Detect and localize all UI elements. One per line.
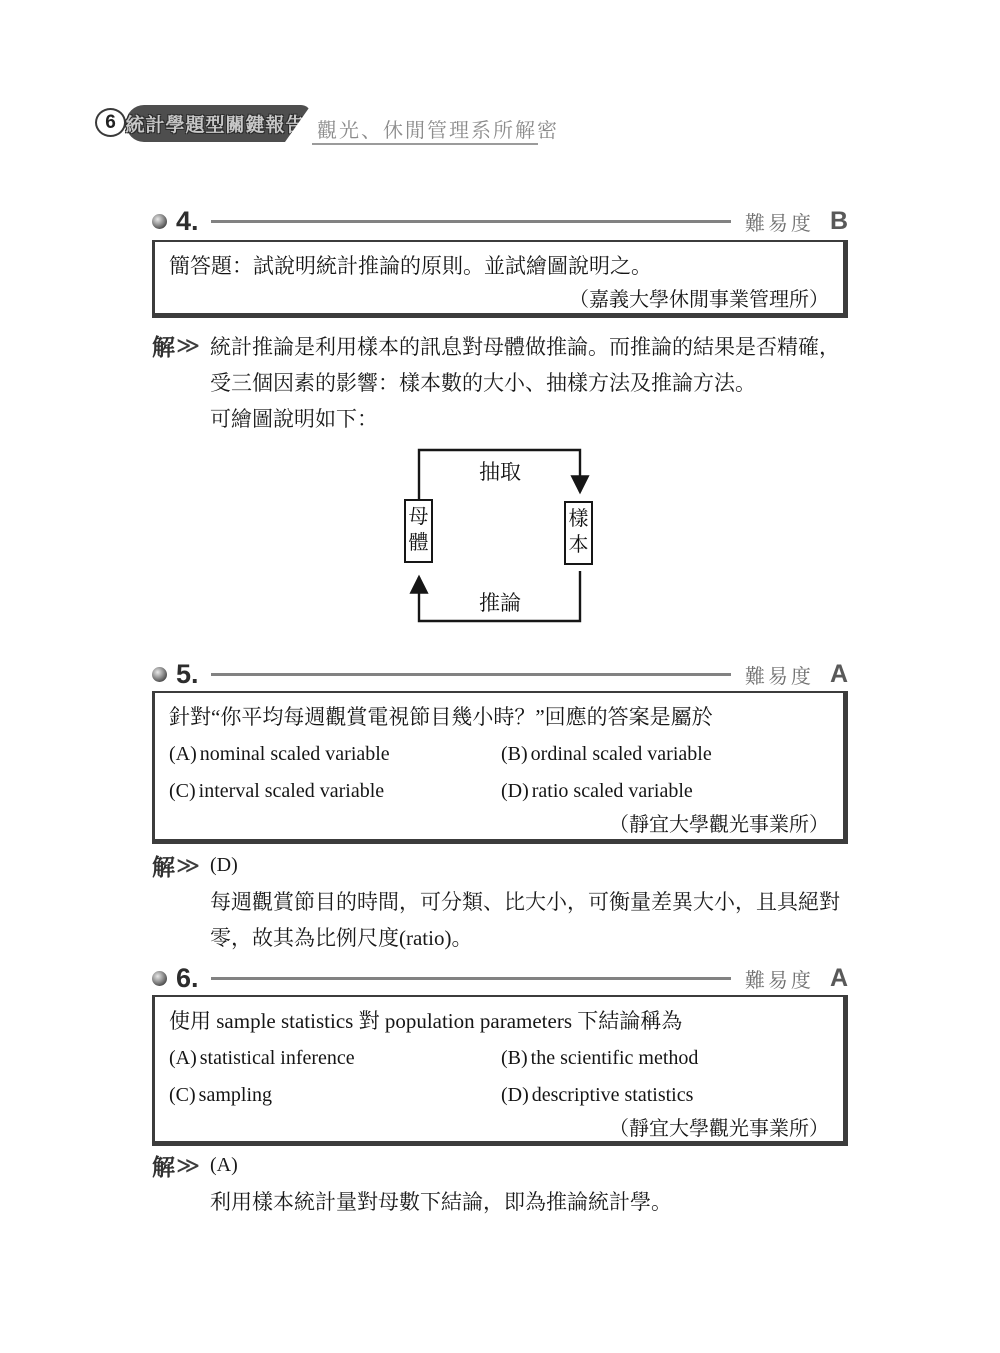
- solution-explanation-2: 可繪圖說明如下：: [210, 407, 378, 431]
- chevron-right-icon: ≫: [176, 332, 201, 358]
- page-number: 6: [105, 111, 116, 133]
- question-4-box: [152, 240, 848, 318]
- bullet-icon: [152, 214, 167, 229]
- option-b: (B) ordinal scaled variable: [501, 743, 712, 765]
- chevron-right-icon: ≫: [176, 1152, 201, 1178]
- question-5-header: [152, 657, 848, 691]
- question-source: （靜宜大學觀光事業所）: [609, 814, 829, 836]
- header-rule: [211, 220, 731, 223]
- page-number-badge: [95, 108, 126, 137]
- book-title-badge: [126, 105, 311, 142]
- options-row: [169, 1081, 829, 1110]
- book-title: 統計學題型關鍵報告: [125, 115, 306, 136]
- page-subtitle: 觀光、休閒管理系所解密: [317, 120, 559, 142]
- question-6-header: [152, 961, 848, 995]
- difficulty-grade: A: [829, 659, 848, 688]
- inference-arrow-label: 推論: [479, 591, 521, 615]
- solution-explanation: 利用樣本統計量對母數下結論，即為推論統計學。: [210, 1190, 672, 1214]
- solution-label: 解: [152, 855, 175, 880]
- difficulty-label: 難易度: [744, 969, 814, 992]
- solution-label: 解: [152, 1155, 175, 1180]
- option-c: (C) sampling: [169, 1084, 273, 1106]
- solution-answer: (A): [210, 1154, 238, 1176]
- chevron-right-icon: ≫: [176, 852, 201, 878]
- option-d: (D) ratio scaled variable: [501, 780, 693, 802]
- options-row: [169, 740, 829, 769]
- option-d: (D) descriptive statistics: [501, 1084, 694, 1106]
- question-text: 簡答題：試說明統計推論的原則。並試繪圖說明之。: [169, 254, 652, 278]
- solution-marker: [152, 849, 210, 882]
- difficulty-label: 難易度: [744, 665, 814, 688]
- solution-marker: [152, 1149, 210, 1182]
- question-text: 使用 sample statistics 對 population parameters 下結論稱為: [169, 1009, 683, 1033]
- option-a: (A) nominal scaled variable: [169, 743, 390, 765]
- option-c: (C) interval scaled variable: [169, 780, 385, 802]
- population-box: 母體: [404, 499, 433, 563]
- question-6-box: [152, 995, 848, 1146]
- question-number: 5.: [176, 658, 199, 689]
- question-4-header: [152, 204, 848, 238]
- inference-diagram: [400, 444, 600, 627]
- solution-explanation: 每週觀賞節目的時間，可分類、比大小，可衡量差異大小，且具絕對零，故其為比例尺度(ratio)。: [210, 890, 840, 950]
- difficulty-grade: B: [829, 206, 848, 235]
- option-a: (A) statistical inference: [169, 1047, 355, 1069]
- header-rule: [211, 673, 731, 676]
- question-number: 4.: [176, 205, 199, 236]
- difficulty-grade: A: [829, 963, 848, 992]
- options-row: [169, 1044, 829, 1073]
- question-number: 6.: [176, 962, 199, 993]
- question-source: （嘉義大學休閒事業管理所）: [569, 289, 829, 311]
- question-5-solution: [152, 849, 852, 956]
- bullet-icon: [152, 667, 167, 682]
- sample-box: 樣本: [564, 501, 593, 565]
- option-b: (B) the scientific method: [501, 1047, 699, 1069]
- question-6-solution: [152, 1149, 852, 1220]
- sampling-arrow-label: 抽取: [479, 460, 521, 484]
- solution-marker: [152, 329, 210, 362]
- question-text: 針對“你平均每週觀賞電視節目幾小時？”回應的答案是屬於: [169, 705, 713, 729]
- bullet-icon: [152, 971, 167, 986]
- question-4-solution: [152, 329, 852, 437]
- question-5-box: [152, 691, 848, 844]
- header-rule: [211, 977, 731, 980]
- solution-label: 解: [152, 335, 175, 360]
- solution-answer: (D): [210, 854, 238, 876]
- solution-explanation: 統計推論是利用樣本的訊息對母體做推論。而推論的結果是否精確，受三個因素的影響：樣本數的大小、抽樣方法及推論方法。: [210, 335, 840, 395]
- subtitle-underline: [312, 143, 538, 145]
- options-row: [169, 777, 829, 806]
- question-source: （靜宜大學觀光事業所）: [609, 1118, 829, 1140]
- difficulty-label: 難易度: [744, 212, 814, 235]
